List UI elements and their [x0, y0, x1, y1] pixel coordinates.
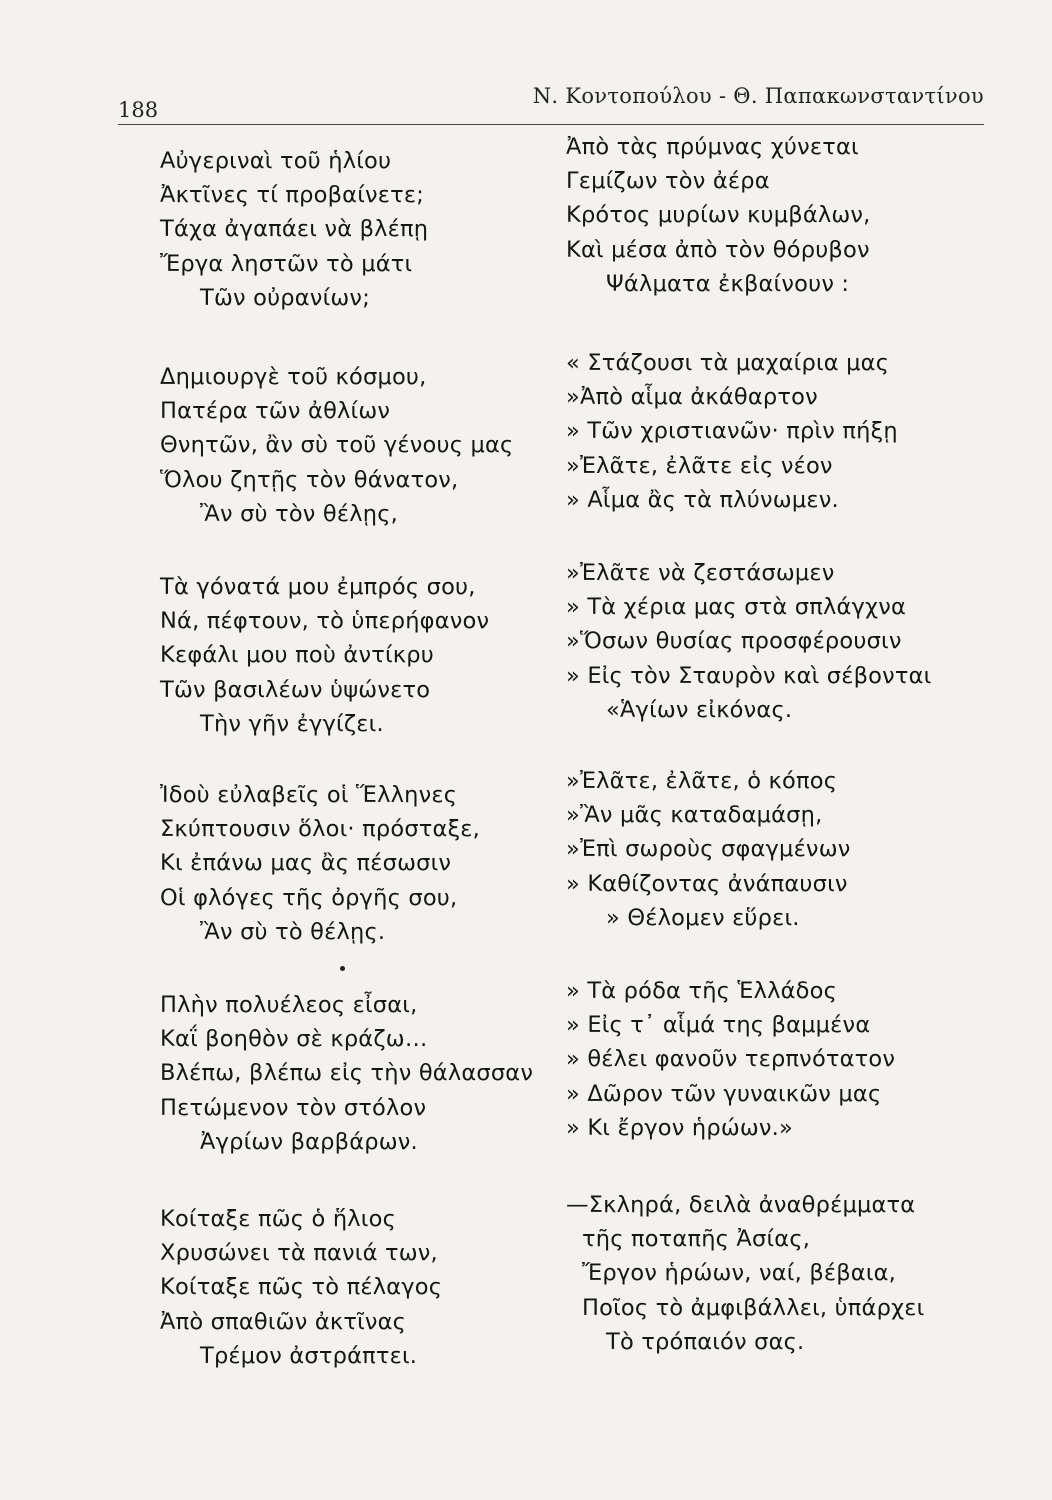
verse-line: Πλὴν πολυέλεος εἶσαι, — [160, 992, 418, 1018]
stanza — [566, 764, 851, 935]
verse-line: Ἀγρίων βαρβάρων. — [200, 1128, 418, 1155]
verse-line: »Ἐλᾶτε, ἐλᾶτε, ὁ κόπος — [566, 768, 838, 794]
verse-line: Ἂν σὺ τὸν θέλῃς, — [200, 500, 398, 527]
verse-line: Δημιουργὲ τοῦ κόσμου, — [160, 364, 427, 390]
verse-line: Θνητῶν, ἂν σὺ τοῦ γένους μας — [160, 432, 514, 459]
verse-line: » Καθίζοντας ἀνάπαυσιν — [566, 870, 848, 897]
header-rule — [118, 124, 984, 125]
verse-line: Ψάλματα ἐκβαίνουν : — [606, 270, 850, 297]
verse-line: » Τὰ ρόδα τῆς Ἑλλάδος — [566, 978, 838, 1004]
verse-line: » Τῶν χριστιανῶν· πρὶν πήξῃ — [566, 418, 898, 445]
stanza — [160, 778, 480, 949]
stanza — [566, 556, 931, 727]
stanza — [160, 1202, 442, 1373]
verse-line: Τῶν οὐρανίων; — [200, 284, 370, 311]
verse-line: » Κι ἔργον ἡρώων.» — [566, 1114, 793, 1141]
ornament-dot — [340, 966, 345, 971]
verse-line: Σκύπτουσιν ὅλοι· πρόσταξε, — [160, 816, 481, 843]
verse-line: Ἀπὸ σπαθιῶν ἀκτῖνας — [160, 1308, 407, 1335]
verse-line: Ἀκτῖνες τί προβαίνετε; — [160, 182, 425, 209]
verse-line: »Ἐλᾶτε νὰ ζεστάσωμεν — [566, 560, 835, 586]
verse-line: « Στάζουσι τὰ μαχαίρια μας — [566, 350, 890, 376]
page-number: 188 — [118, 98, 159, 122]
verse-line: »Ὅσων θυσίας προσφέρουσιν — [566, 628, 902, 655]
verse-line: » Τὰ χέρια μας στὰ σπλάγχνα — [566, 594, 907, 621]
verse-line: Γεμίζων τὸν ἀέρα — [566, 168, 770, 195]
verse-line: Κεφάλι μου ποὺ ἀντίκρυ — [160, 642, 434, 669]
verse-line: Ποῖος τὸ ἀμφιβάλλει, ὑπάρχει — [582, 1294, 925, 1321]
page-header — [118, 84, 984, 124]
stanza — [160, 360, 513, 531]
verse-line: Τῶν βασιλέων ὑψώνετο — [160, 676, 431, 703]
verse-line: Τὴν γῆν ἐγγίζει. — [200, 710, 384, 737]
verse-line: τῆς ποταπῆς Ἀσίας, — [582, 1226, 811, 1253]
verse-line: » Αἷμα ἂς τὰ πλύνωμεν. — [566, 486, 839, 513]
verse-line: Τὰ γόνατά μου ἐμπρός σου, — [160, 574, 476, 600]
verse-line: Ἔργον ἡρώων, ναί, βέβαια, — [582, 1260, 897, 1287]
verse-line: Οἱ φλόγες τῆς ὀργῆς σου, — [160, 884, 458, 911]
verse-line: Ἔργα ληστῶν τὸ μάτι — [160, 250, 413, 277]
verse-line: » Δῶρον τῶν γυναικῶν μας — [566, 1080, 882, 1107]
verse-line: » Εἰς τὸν Σταυρὸν καὶ σέβονται — [566, 662, 932, 689]
stanza — [566, 346, 898, 517]
verse-line: Τὸ τρόπαιόν σας. — [606, 1328, 805, 1355]
verse-line: »Ἐπὶ σωροὺς σφαγμένων — [566, 836, 851, 863]
verse-line: »Ἂν μᾶς καταδαμάσῃ, — [566, 802, 823, 829]
verse-line: » Θέλομεν εὕρει. — [606, 904, 800, 931]
verse-line: Κρότος μυρίων κυμβάλων, — [566, 202, 871, 229]
verse-line: Καΐ βοηθὸν σὲ κράζω… — [160, 1026, 428, 1053]
verse-line: Τρέμον ἀστράπτει. — [200, 1342, 418, 1369]
verse-line: Κοίταξε πῶς τὸ πέλαγος — [160, 1274, 443, 1301]
verse-line: Βλέπω, βλέπω εἰς τὴν θάλασσαν — [160, 1060, 534, 1087]
stanza — [160, 570, 489, 741]
stanza — [566, 974, 895, 1145]
stanza — [160, 988, 533, 1159]
verse-line: Πετώμενον τὸν στόλον — [160, 1094, 427, 1121]
verse-line: Ἰδοὺ εὐλαβεῖς οἱ Ἕλληνες — [160, 782, 458, 808]
verse-line: » θέλει φανοῦν τερπνότατον — [566, 1046, 896, 1073]
verse-line: Νά, πέφτουν, τὸ ὑπερήφανον — [160, 608, 490, 635]
verse-line: Καὶ μέσα ἀπὸ τὸν θόρυβον — [566, 236, 870, 263]
verse-line: »Ἀπὸ αἷμα ἀκάθαρτον — [566, 384, 818, 411]
verse-line: »Ἐλᾶτε, ἐλᾶτε εἰς νέον — [566, 452, 833, 479]
verse-line: Κοίταξε πῶς ὁ ἥλιος — [160, 1206, 396, 1232]
verse-line: » Εἰς τ᾽ αἷμά της βαμμένα — [566, 1012, 871, 1039]
running-head: Ν. Κοντοπούλου - Θ. Παπακωνσταντίνου — [532, 84, 984, 108]
verse-line: Ἂν σὺ τὸ θέλῃς. — [200, 918, 386, 945]
stanza — [160, 144, 428, 315]
verse-line: Αὐγεριναὶ τοῦ ἡλίου — [160, 148, 392, 174]
verse-line: Κι ἐπάνω μας ἂς πέσωσιν — [160, 850, 452, 877]
stanza — [566, 1188, 924, 1359]
verse-line: Ὅλου ζητῇς τὸν θάνατον, — [160, 466, 459, 493]
verse-line: Πατέρα τῶν ἀθλίων — [160, 398, 391, 425]
verse-line: Τάχα ἀγαπάει νὰ βλέπῃ — [160, 216, 429, 243]
verse-line: «Ἁγίων εἰκόνας. — [606, 696, 793, 723]
verse-line: Ἀπὸ τὰς πρύμνας χύνεται — [566, 134, 859, 160]
verse-line: Χρυσώνει τὰ πανιά των, — [160, 1240, 438, 1267]
verse-line: —Σκληρά, δειλὰ ἀναθρέμματα — [566, 1192, 916, 1218]
stanza — [566, 130, 871, 301]
